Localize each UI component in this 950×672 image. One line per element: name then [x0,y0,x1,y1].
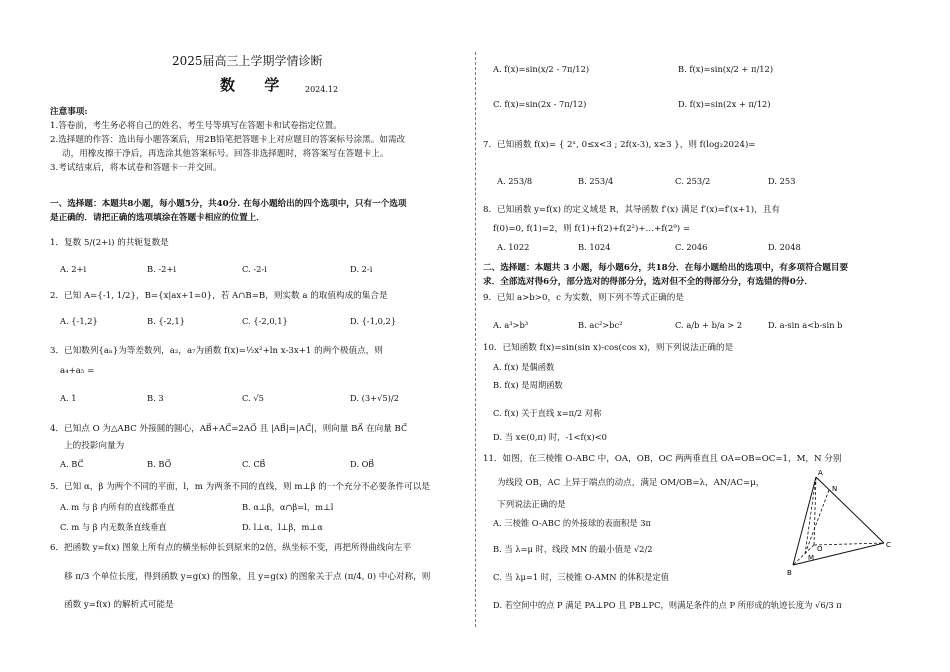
q10-stem: 10．已知函数 f(x)=sin(sin x)-cos(cos x)，则下列说法正确的是 [483,343,734,353]
note-2-cont: 动，用橡皮擦干净后，再选涂其他答案标号。回答非选择题时，将答案写在答题卡上。 [62,149,389,159]
q11-option-c: C. 当 λμ=1 时，三棱锥 O-AMN 的体积是定值 [493,572,669,582]
label-b: B [787,569,792,577]
q3-option-a: A. 1 [60,393,77,403]
q6-option-a: A. f(x)=sin(x/2 - 7π/12) [493,64,590,74]
section1-line1: 一、选择题：本题共8小题，每小题5分，共40分. 在每小题给出的四个选项中，只有一个选项 [50,199,407,209]
q5-option-b: B. α⊥β，α∩β=l，m⊥l [242,502,334,512]
section2-line2: 求．全部选对得6分，部分选对的得部分分，选对但不全的得部分分，有选错的得0分． [483,277,813,287]
q3-option-d: D. (3+√5)/2 [350,393,399,403]
q11-stem-2: 为线段 OB，AC 上异于端点的动点，满足 OM/OB=λ，AN/AC=μ， [497,478,765,488]
q2-option-d: D. {-1,0,2} [350,316,397,326]
subject-title: 数 学 [220,76,292,94]
q4-stem-1: 4．已知点 O 为△ABC 外接圆的圆心，AB⃗+AC⃗=2AO⃗ 且 |AB⃗|=|AC⃗|，则向量 BA⃗ 在向量 BC⃗ [50,424,408,434]
q7-option-a: A. 253/8 [497,176,533,186]
notes-heading: 注意事项: [50,107,88,117]
section1-line2: 是正确的．请把正确的选项填涂在答题卡相应的位置上． [50,213,265,223]
q11-option-d: D. 若空间中的点 P 满足 PA⊥PO 且 PB⊥PC，则满足条件的点 P 所形成的轨迹长度为 √6/3 π [493,600,842,610]
q2-stem: 2．已知 A={-1, 1/2}，B={x|ax+1=0}，若 A∩B=B，则实数 a 的取值构成的集合是 [50,291,388,301]
q4-option-d: D. OB⃗ [350,459,375,469]
q9-option-b: B. ac²>bc² [578,320,623,330]
q11-option-b: B. 当 λ=μ 时，线段 MN 的最小值是 √2/2 [493,544,653,554]
q2-option-c: C. {-2,0,1} [242,316,288,326]
note-1: 1.答卷前，考生务必将自己的姓名、考生号等填写在答题卡和试卷指定位置。 [50,121,342,131]
q10-option-c: C. f(x) 关于直线 x=π/2 对称 [493,408,602,418]
q11-stem-3: 下列说法正确的是 [497,500,566,510]
q1-option-d: D. 2-i [350,264,373,274]
q9-option-a: A. a³>b³ [493,320,529,330]
q6-stem-2: 移 π/3 个单位长度，得到函数 y=g(x) 的图象，且 y=g(x) 的图象关于点 (π/4, 0) 中心对称，则 [64,572,431,582]
note-3: 3.考试结束后，将本试卷和答题卡一并交回。 [50,163,222,173]
q6-option-b: B. f(x)=sin(x/2 + π/12) [678,64,774,74]
q1-option-b: B. -2+i [147,264,177,274]
column-divider [475,52,477,627]
q8-option-b: B. 1024 [578,242,611,252]
q7-option-b: B. 253/4 [578,176,614,186]
q7-stem: 7．已知函数 f(x)= { 2ˣ, 0≤x<3 ; 2f(x-3), x≥3 }，则 f(log₂2024)= [483,140,756,150]
exam-date: 2024.12 [305,85,339,94]
q6-stem-1: 6．把函数 y=f(x) 图象上所有点的横坐标伸长到原来的2倍，纵坐标不变，再把所得曲线向左平 [50,543,412,553]
q8-option-a: A. 1022 [497,242,530,252]
q6-stem-3: 函数 y=f(x) 的解析式可能是 [64,600,174,610]
q4-stem-2: 上的投影向量为 [64,441,125,451]
q11-option-a: A. 三棱锥 O-ABC 的外接球的表面积是 3π [493,518,651,528]
q2-option-a: A. {-1,2} [60,316,98,326]
q10-option-b: B. f(x) 是周期函数 [493,380,563,390]
tetrahedron-figure [780,465,900,580]
q5-stem: 5．已知 α，β 为两个不同的平面，l，m 为两条不同的直线，则 m⊥β 的一个充分不必要条件可以是 [50,482,430,492]
edge-oc [814,543,884,545]
q9-option-d: D. a-sin a<b-sin b [768,320,843,330]
q7-option-c: C. 253/2 [675,176,711,186]
q1-option-c: C. -2-i [242,264,267,274]
label-o: O [817,545,823,553]
q8-option-d: D. 2048 [768,242,801,252]
label-a: A [818,469,823,477]
q6-option-c: C. f(x)=sin(2x - 7π/12) [493,99,587,109]
q4-option-b: B. BO⃗ [147,459,172,469]
q4-option-a: A. BC⃗ [60,459,84,469]
q5-option-d: D. l⊥α，l⊥β，m⊥α [242,522,323,532]
q9-stem: 9．已知 a>b>0，c 为实数，则下列不等式正确的是 [483,293,684,303]
q5-option-c: C. m 与 β 内无数条直线垂直 [60,522,167,532]
q11-stem-1: 11．如图，在三棱锥 O-ABC 中，OA，OB，OC 两两垂直且 OA=OB=OC=1，M，N 分别 [483,454,842,464]
q4-option-c: C. CB⃗ [242,459,266,469]
label-n: N [832,485,838,493]
q3-stem-2: a₄+a₅ = [60,366,95,376]
q6-option-d: D. f(x)=sin(2x + π/12) [678,99,771,109]
q3-stem-1: 3．已知数列{aₙ}为等差数列，a₂，a₇为函数 f(x)=½x²+ln x-3x+1 的两个极值点，则 [50,346,383,356]
exam-title: 2025届高三上学期学情诊断 [172,54,323,68]
q3-option-b: B. 3 [147,393,164,403]
section2-line1: 二、选择题：本题共 3 小题，每小题6分，共18分．在每小题给出的选项中，有多项符合题目要 [483,263,849,273]
q2-option-b: B. {-2,1} [147,316,185,326]
q10-option-d: D. 当 x∈(0,π) 时，-1<f(x)<0 [493,432,607,442]
note-2: 2.选择题的作答：选出每小题答案后，用2B铅笔把答题卡上对应题目的答案标号涂黑。如需改 [50,135,406,145]
q5-option-a: A. m 与 β 内所有的直线都垂直 [60,502,175,512]
q1-option-a: A. 2+i [60,264,87,274]
q10-option-a: A. f(x) 是偶函数 [493,362,555,372]
edge-bc [793,543,884,565]
q9-option-c: C. a/b + b/a > 2 [675,320,743,330]
q8-stem-2: f(0)=0, f(1)=2，则 f(1)+f(2)+f(2²)+…+f(2⁹) = [493,224,691,234]
q1-stem: 1．复数 5/(2+i) 的共轭复数是 [50,238,169,248]
q8-stem-1: 8．已知函数 y=f(x) 的定义域是 R，其导函数 f′(x) 满足 f′(x)=f′(x+1)，且有 [483,205,780,215]
edge-ab [793,477,816,565]
q3-option-c: C. √5 [242,393,264,403]
q7-option-d: D. 253 [768,176,796,186]
q8-option-c: C. 2046 [675,242,708,252]
label-c: C [886,541,891,549]
edge-ac [816,477,884,543]
label-m: M [808,554,815,562]
